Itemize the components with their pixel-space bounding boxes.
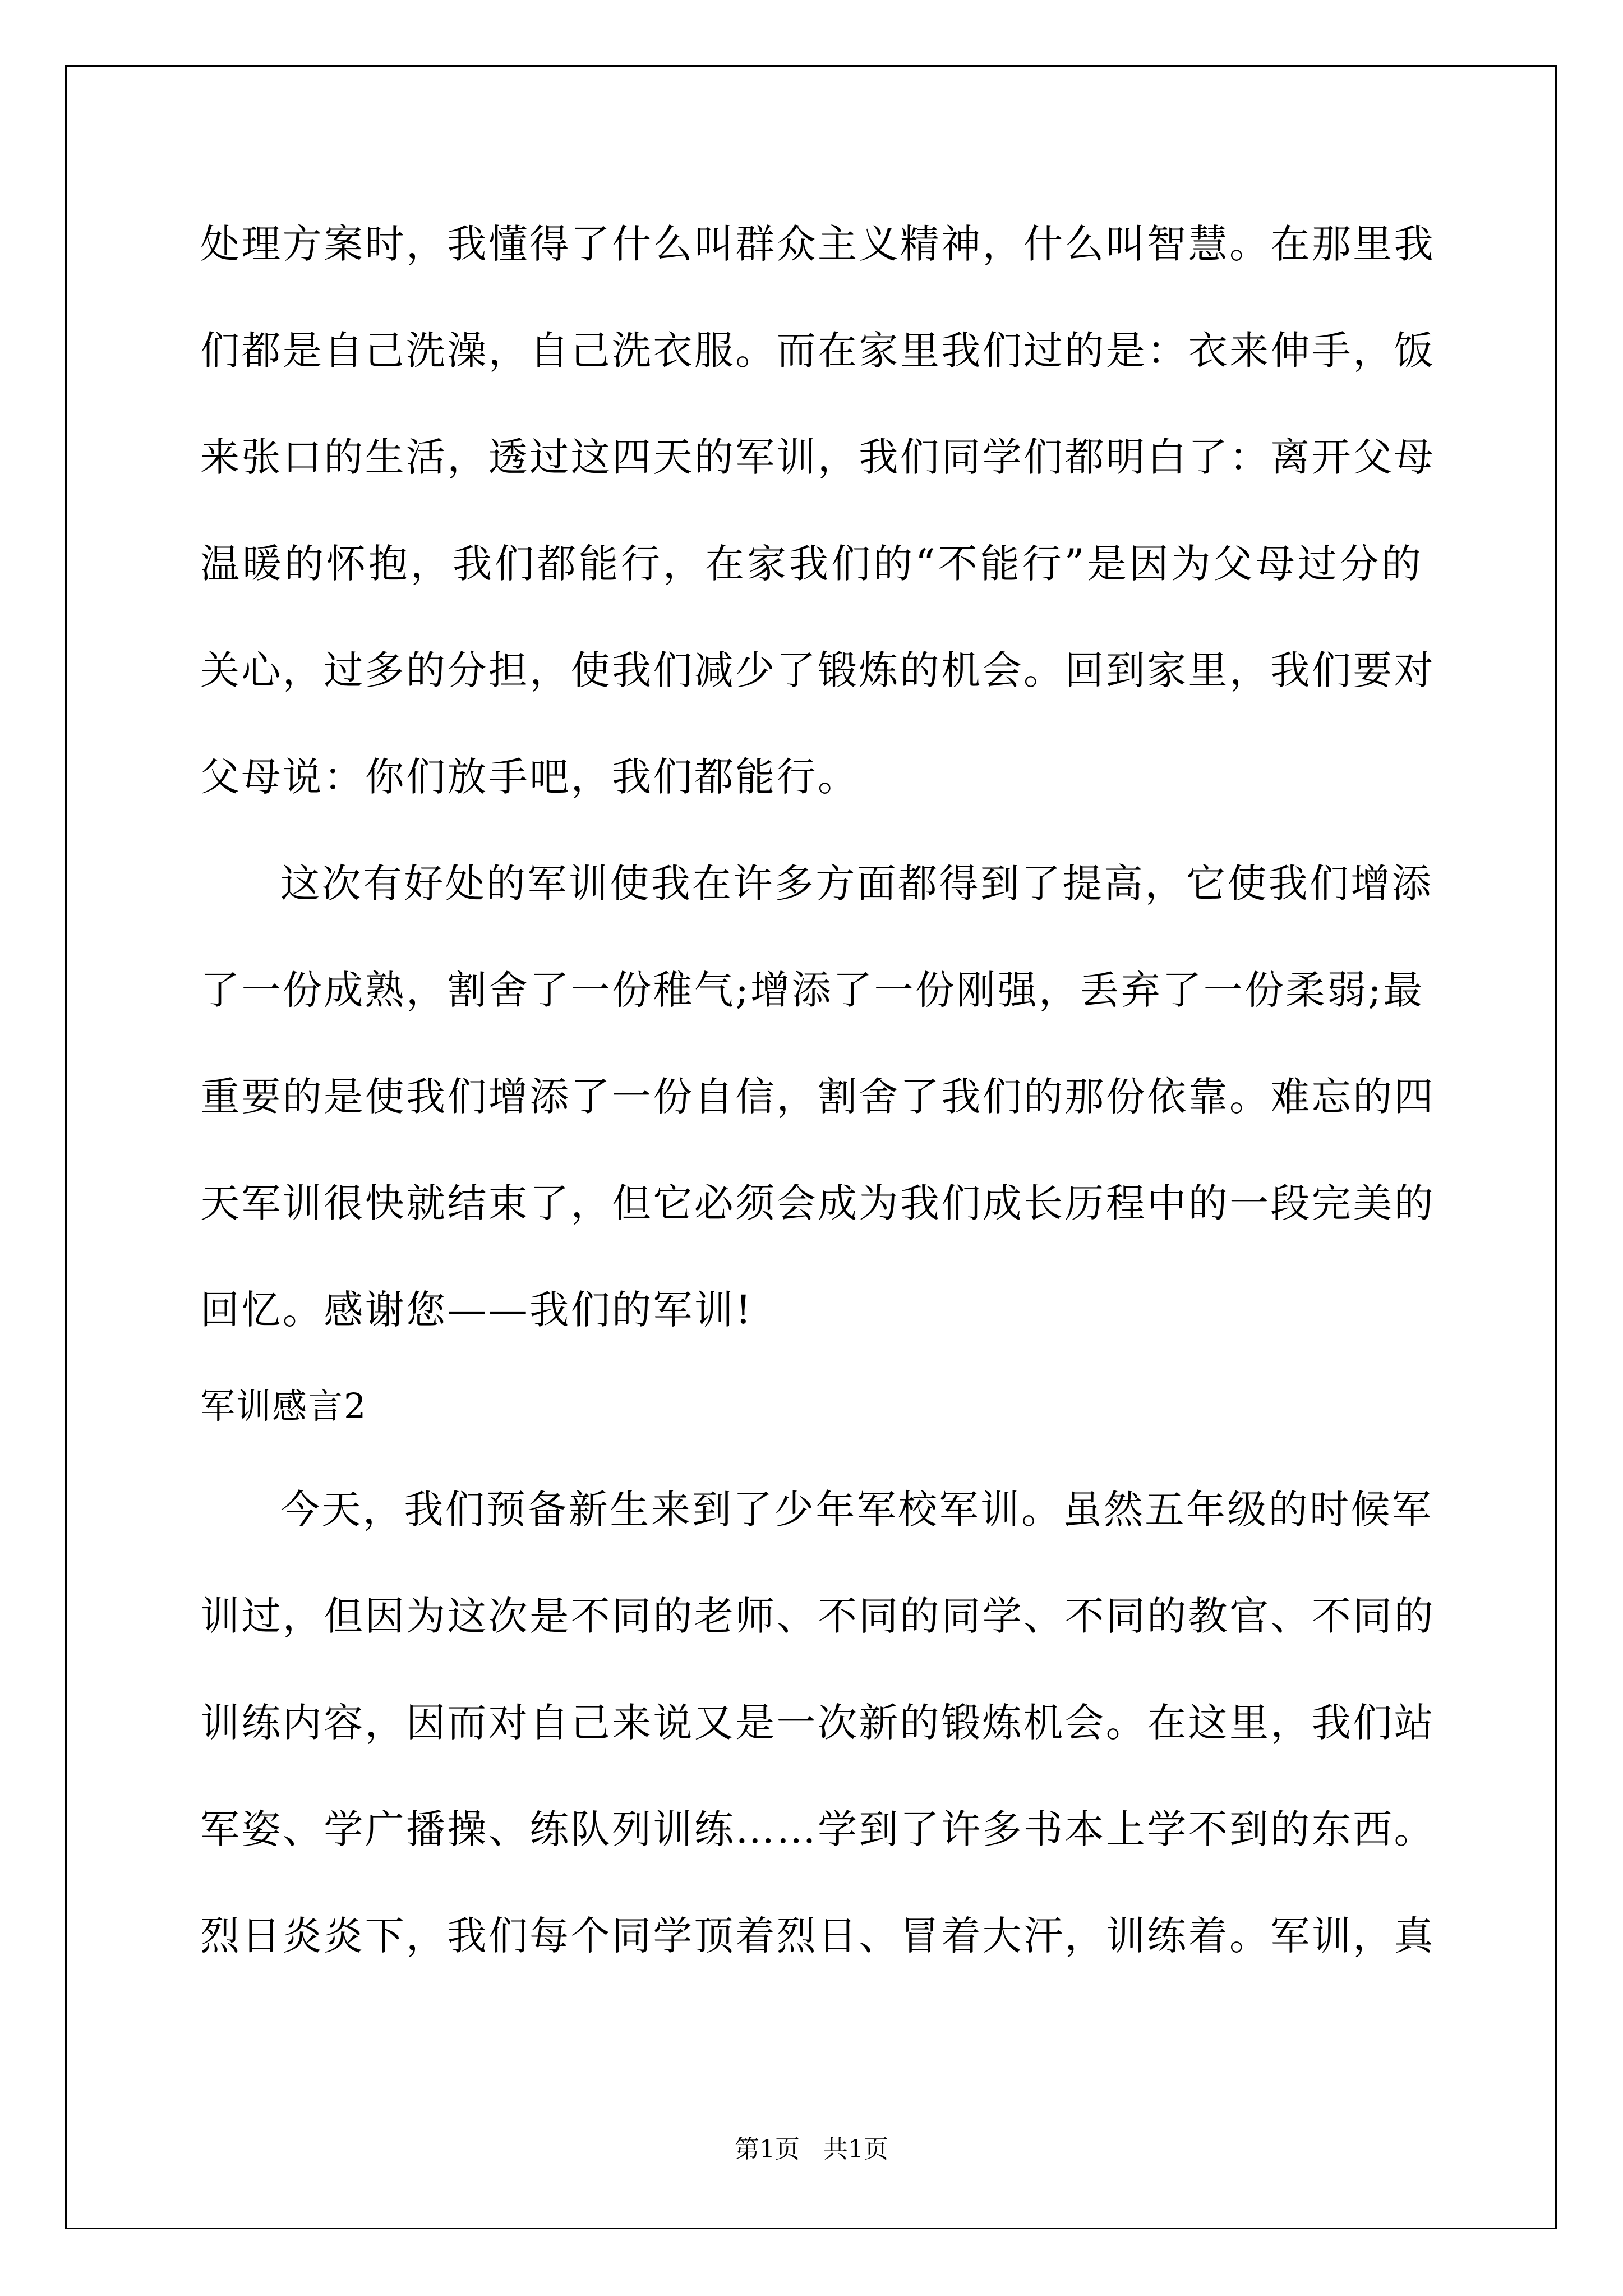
text-line: 来张口的生活，透过这四天的军训，我们同学们都明白了：离开父母 <box>200 434 1435 480</box>
text-line: 军姿、学广播操、练队列训练……学到了许多书本上学不到的东西。 <box>200 1806 1435 1852</box>
section-heading: 军训感言2 <box>200 1386 367 1427</box>
text-line: 们都是自己洗澡，自己洗衣服。而在家里我们过的是：衣来伸手，饭 <box>200 328 1435 374</box>
text-line: 这次有好处的军训使我在许多方面都得到了提高，它使我们增添 <box>280 861 1433 907</box>
text-line: 今天，我们预备新生来到了少年军校军训。虽然五年级的时候军 <box>280 1487 1433 1533</box>
text-line: 温暖的怀抱，我们都能行，在家我们的“不能行”是因为父母过分的 <box>200 541 1423 587</box>
text-line: 关心，过多的分担，使我们减少了锻炼的机会。回到家里，我们要对 <box>200 647 1435 693</box>
text-line: 父母说：你们放手吧，我们都能行。 <box>200 754 859 800</box>
text-line: 天军训很快就结束了，但它必须会成为我们成长历程中的一段完美的 <box>200 1180 1435 1226</box>
page-number-footer: 第1页 共1页 <box>735 2135 888 2164</box>
text-line: 训练内容，因而对自己来说又是一次新的锻炼机会。在这里，我们站 <box>200 1700 1435 1746</box>
text-line: 处理方案时，我懂得了什么叫群众主义精神，什么叫智慧。在那里我 <box>200 221 1435 267</box>
text-line: 回忆。感谢您——我们的军训! <box>200 1287 753 1333</box>
text-line: 训过，但因为这次是不同的老师、不同的同学、不同的教官、不同的 <box>200 1593 1435 1639</box>
page-border <box>65 65 1557 2229</box>
text-line: 烈日炎炎下，我们每个同学顶着烈日、冒着大汗，训练着。军训，真 <box>200 1913 1435 1959</box>
text-line: 重要的是使我们增添了一份自信，割舍了我们的那份依靠。难忘的四 <box>200 1074 1435 1120</box>
text-line: 了一份成熟，割舍了一份稚气;增添了一份刚强，丢弃了一份柔弱;最 <box>200 967 1424 1013</box>
